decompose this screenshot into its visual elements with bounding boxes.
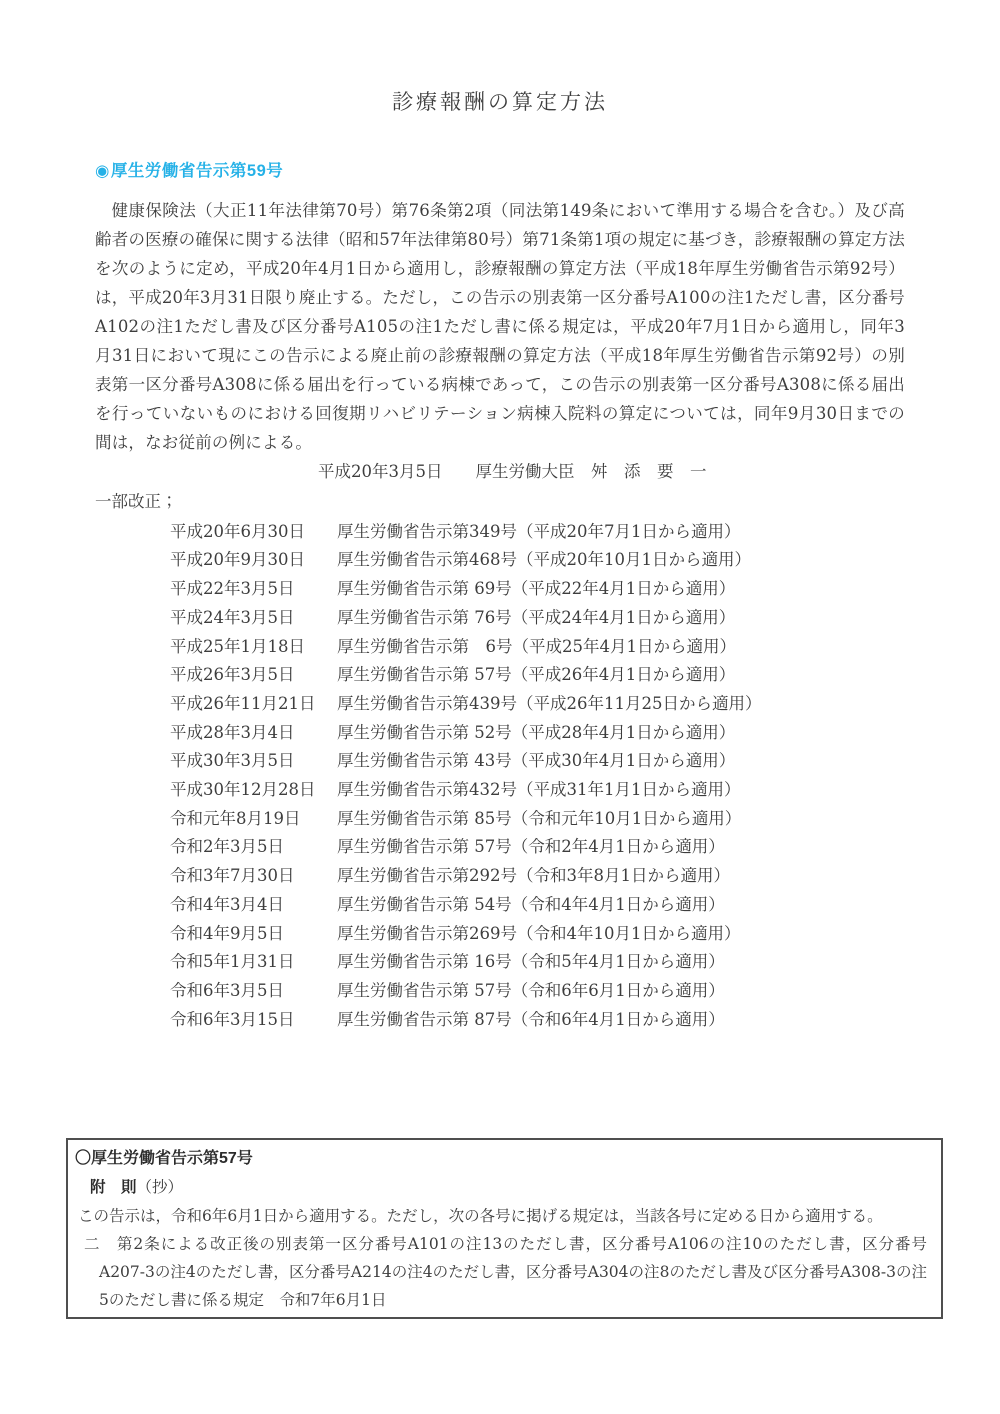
circle-bullet-icon: 〇 — [75, 1150, 92, 1168]
notice59-section — [95, 160, 905, 1034]
page-title: 診療報酬の算定方法 — [392, 90, 608, 114]
amendment-effective: （平成30年4月1日から適用） — [511, 751, 736, 771]
amendment-date: 令和5年1月31日 — [170, 952, 295, 972]
amendment-date: 令和4年3月4日 — [170, 894, 284, 914]
notice59-heading-label: 厚生労働省告示第59号 — [110, 162, 284, 180]
notice57-box — [66, 1138, 943, 1319]
supplementary-provisions-line — [90, 1173, 927, 1202]
amendment-notice: 厚生労働省告示第 57号 — [337, 837, 512, 857]
amendment-notice: 厚生労働省告示第 52号 — [337, 722, 512, 742]
amendment-row — [95, 776, 905, 805]
amendment-date: 平成20年9月30日 — [170, 550, 305, 570]
amendment-notice: 厚生労働省告示第 43号 — [337, 751, 512, 771]
minister-signature-line: 平成20年3月5日 厚生労働大臣 舛 添 要 一 — [318, 461, 707, 481]
amendment-effective: （平成25年4月1日から適用） — [512, 636, 736, 656]
amendment-date: 令和6年3月15日 — [170, 1009, 295, 1029]
amendment-date: 平成28年3月4日 — [170, 722, 295, 742]
notice59-heading — [95, 160, 905, 182]
amendment-date: 平成26年3月5日 — [170, 665, 295, 685]
amendment-effective: （令和6年6月1日から適用） — [511, 980, 725, 1000]
amendment-effective: （平成22年4月1日から適用） — [511, 579, 736, 599]
amendment-row — [95, 948, 905, 977]
amendment-date: 令和元年8月19日 — [170, 808, 301, 828]
amendment-date: 平成26年11月21日 — [170, 693, 316, 713]
amendment-row — [95, 661, 905, 690]
notice59-body-paragraph: 健康保険法（大正11年法律第70号）第76条第2項（同法第149条において準用する場合を含む。）及び高齢者の医療の確保に関する法律（昭和57年法律第80号）第71条第1項の規定に基づき，診療報酬の算定方法を次のように定め，平成20年4月1日から適用し，診療報酬の算定方法（平成18年厚生労働省告示第92号）は，平成20年3月31日限り廃止する。ただし，この告示の別表第一区分番号A100の注1ただし書，区分番号A102の注1ただし書及び区分番号A105の注1ただし書に係る規定は，平成20年7月1日から適用し，同年3月31日において現にこの告示による廃止前の診療報酬の算定方法（平成18年厚生労働省告示第92号）の別表第一区分番号A308に係る届出を行っている病棟であって，この告示の別表第一区分番号A308に係る届出を行っていないものにおける回復期リハビリテーション病棟入院料の算定については，同年9月30日までの間は，なお従前の例による。 — [95, 200, 905, 452]
amendment-effective: （令和4年4月1日から適用） — [511, 894, 725, 914]
amendment-effective: （平成31年1月1日から適用） — [517, 780, 741, 800]
amendment-row — [95, 690, 905, 719]
amendment-date: 平成30年3月5日 — [170, 751, 295, 771]
amendment-notice: 厚生労働省告示第 87号 — [337, 1009, 512, 1029]
amendment-notice: 厚生労働省告示第 85号 — [337, 808, 512, 828]
amendment-notice: 厚生労働省告示第 54号 — [337, 894, 512, 914]
amendment-date: 令和4年9月5日 — [170, 923, 284, 943]
amendments-list — [95, 518, 905, 1035]
amendment-date: 令和6年3月5日 — [170, 980, 284, 1000]
amendment-effective: （平成24年4月1日から適用） — [511, 607, 736, 627]
amendment-date: 平成25年1月18日 — [170, 636, 305, 656]
amendment-notice: 厚生労働省告示第439号 — [337, 693, 517, 713]
amendment-row — [95, 719, 905, 748]
amendment-effective: （平成26年11月25日から適用） — [517, 693, 762, 713]
amendment-row — [95, 747, 905, 776]
amendment-date: 平成30年12月28日 — [170, 780, 316, 800]
notice57-body-line: この告示は，令和6年6月1日から適用する。ただし，次の各号に掲げる規定は，当該各号に定める日から適用する。 — [78, 1207, 883, 1226]
amendment-row — [95, 575, 905, 604]
amendment-notice: 厚生労働省告示第468号 — [337, 550, 517, 570]
fisheye-bullet-icon: ◉ — [95, 162, 110, 180]
amendment-row — [95, 518, 905, 547]
amendments-label: 一部改正； — [95, 491, 178, 511]
amendment-notice: 厚生労働省告示第 76号 — [337, 607, 512, 627]
supplement-note: （抄） — [136, 1178, 184, 1197]
amendment-row — [95, 977, 905, 1006]
notice57-item-2: 二 第2条による改正後の別表第一区分番号A101の注13のただし書，区分番号A106の注10のただし書，区分番号A207-3の注4のただし書，区分番号A214の注4のただし書，区分番号A304の注8のただし書及び区分番号A308-3の注5のただし書に係る規定 令和7年6月1日 — [84, 1235, 927, 1310]
amendment-date: 平成22年3月5日 — [170, 579, 295, 599]
amendment-effective: （平成20年7月1日から適用） — [517, 521, 741, 541]
amendment-effective: （令和3年8月1日から適用） — [517, 866, 730, 886]
amendment-row — [95, 805, 905, 834]
amendment-row — [95, 1006, 905, 1035]
amendment-notice: 厚生労働省告示第349号 — [337, 521, 517, 541]
amendment-row — [95, 891, 905, 920]
amendment-row — [95, 920, 905, 949]
amendment-notice: 厚生労働省告示第 69号 — [337, 579, 512, 599]
amendment-notice: 厚生労働省告示第269号 — [337, 923, 517, 943]
amendment-effective: （令和2年4月1日から適用） — [511, 837, 725, 857]
notice57-heading-label: 厚生労働省告示第57号 — [91, 1150, 253, 1168]
amendment-notice: 厚生労働省告示第 16号 — [337, 952, 512, 972]
amendment-effective: （令和5年4月1日から適用） — [511, 952, 725, 972]
notice57-heading — [75, 1145, 927, 1173]
amendment-effective: （令和4年10月1日から適用） — [517, 923, 741, 943]
amendment-notice: 厚生労働省告示第 6号 — [337, 636, 513, 656]
amendment-notice: 厚生労働省告示第 57号 — [337, 665, 512, 685]
amendment-effective: （平成20年10月1日から適用） — [517, 550, 751, 570]
amendment-date: 令和3年7月30日 — [170, 866, 295, 886]
amendment-effective: （令和元年10月1日から適用） — [511, 808, 742, 828]
amendment-effective: （平成28年4月1日から適用） — [511, 722, 736, 742]
supplement-title: 附 則 — [90, 1179, 137, 1197]
amendment-date: 平成20年6月30日 — [170, 521, 305, 541]
amendment-effective: （平成26年4月1日から適用） — [511, 665, 736, 685]
amendment-date: 平成24年3月5日 — [170, 607, 295, 627]
amendment-row — [95, 862, 905, 891]
amendment-row — [95, 833, 905, 862]
amendment-notice: 厚生労働省告示第292号 — [337, 866, 517, 886]
amendment-notice: 厚生労働省告示第432号 — [337, 780, 517, 800]
amendment-notice: 厚生労働省告示第 57号 — [337, 980, 512, 1000]
amendment-date: 令和2年3月5日 — [170, 837, 284, 857]
amendment-row — [95, 633, 905, 662]
amendment-effective: （令和6年4月1日から適用） — [511, 1009, 725, 1029]
amendment-row — [95, 604, 905, 633]
amendment-row — [95, 546, 905, 575]
